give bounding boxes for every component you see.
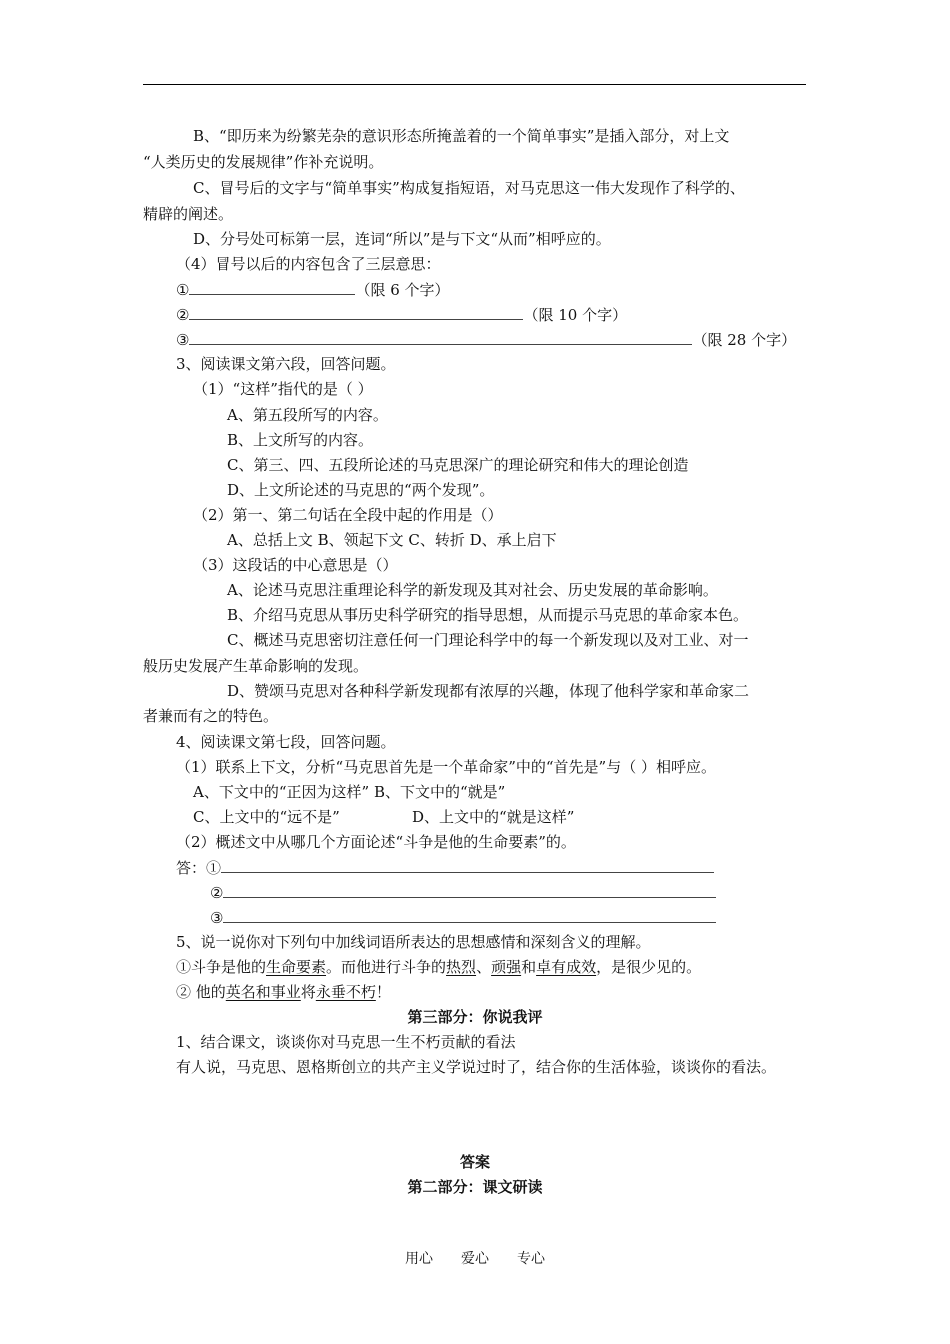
q3-sub1-option-c: C、第三、四、五段所论述的马克思深广的理论研究和伟大的理论创造 xyxy=(227,456,689,474)
q3-sub1: （1）“这样”指代的是（ ） xyxy=(193,380,373,398)
q4-sub1-option-c: C、上文中的“远不是” xyxy=(193,808,340,826)
q5-sentence-2 xyxy=(176,982,391,1002)
answer-blank[interactable] xyxy=(223,907,716,923)
part3-question-2: 有人说，马克思、恩格斯创立的共产主义学说过时了，结合你的生活体验，谈谈你的看法。 xyxy=(176,1058,777,1076)
q3-sub3-option-d-line1: D、赞颂马克思对各种科学新发现都有浓厚的兴趣，体现了他科学家和革命家二 xyxy=(227,682,750,700)
q3-sub3-option-c-line1: C、概述马克思密切注意任何一门理论科学中的每一个新发现以及对工业、对一 xyxy=(227,631,749,649)
q3-sub1-option-b: B、上文所写的内容。 xyxy=(227,431,374,449)
part3-question-1: 1、结合课文，谈谈你对马克思一生不朽贡献的看法 xyxy=(176,1033,516,1051)
q3-sub3-option-a: A、论述马克思注重理论科学的新发现及其对社会、历史发展的革命影响。 xyxy=(227,581,718,599)
q3-sub1-option-d: D、上文所论述的马克思的“两个发现”。 xyxy=(227,481,495,499)
underlined-term: 生命要素 xyxy=(266,958,327,976)
fill-row-2 xyxy=(176,304,627,325)
page-footer xyxy=(0,1249,950,1269)
answer-blank[interactable] xyxy=(223,882,716,898)
q4-sub1-options-ab: A、下文中的“正因为这样” B、下文中的“就是” xyxy=(193,783,506,801)
underlined-term: 顽强 xyxy=(491,958,522,976)
q2-option-c-line1: C、冒号后的文字与“简单事实”构成复指短语，对马克思这一伟大发现作了科学的、 xyxy=(193,179,745,197)
q3-sub2: （2）第一、第二句话在全段中起的作用是（） xyxy=(193,506,503,524)
q4-sub2: （2）概述文中从哪几个方面论述“斗争是他的生命要素”的。 xyxy=(176,833,576,851)
q2-option-b-line1: B、“即历来为纷繁芜杂的意识形态所掩盖着的一个简单事实”是插入部分，对上文 xyxy=(193,127,730,145)
q5-title: 5、说一说你对下列句中加线词语所表达的思想感情和深刻含义的理解。 xyxy=(176,933,651,951)
char-limit: （限 28 个字） xyxy=(692,331,797,349)
footer-word: 爱心 xyxy=(461,1251,489,1267)
circle-number: ① xyxy=(206,859,222,877)
answer-blank[interactable] xyxy=(221,857,714,873)
header-rule xyxy=(143,84,806,85)
answer-row-1 xyxy=(176,857,714,878)
text: 、 xyxy=(476,958,492,976)
q3-sub1-option-a: A、第五段所写的内容。 xyxy=(227,406,388,424)
circle-number: ③ xyxy=(210,909,224,927)
char-limit: （限 10 个字） xyxy=(523,306,628,324)
q3-sub3-option-d-line2: 者兼而有之的特色。 xyxy=(143,707,279,725)
q3-sub3-option-c-line2: 般历史发展产生革命影响的发现。 xyxy=(143,657,369,675)
q2-option-b-line2: “人类历史的发展规律”作补充说明。 xyxy=(143,153,384,171)
answer-label: 答： xyxy=(176,859,207,877)
footer-word: 专心 xyxy=(517,1251,545,1267)
q3-sub3-option-b: B、介绍马克思从事历史科学研究的指导思想，从而提示马克思的革命家本色。 xyxy=(227,606,749,624)
text: 和 xyxy=(521,958,537,976)
q4-sub1: （1）联系上下文，分析“马克思首先是一个革命家”中的“首先是”与（ ）相呼应。 xyxy=(176,758,716,776)
answer-blank[interactable] xyxy=(189,279,355,295)
text: ② 他的 xyxy=(176,983,226,1001)
text: 将 xyxy=(300,983,316,1001)
answers-subheading: 第二部分：课文研读 xyxy=(407,1178,543,1196)
q4-title: 4、阅读课文第七段，回答问题。 xyxy=(176,733,396,751)
q2-option-d: D、分号处可标第一层，连词“所以”是与下文“从而”相呼应的。 xyxy=(193,230,611,248)
q5-sentence-1 xyxy=(176,957,701,977)
text: ①斗争是他的 xyxy=(176,958,267,976)
circle-number: ① xyxy=(176,281,190,299)
answers-heading: 答案 xyxy=(459,1153,490,1171)
q4-sub1-option-d: D、上文中的“就是这样” xyxy=(412,808,575,826)
fill-row-3 xyxy=(176,329,796,350)
answer-row-3 xyxy=(210,907,716,928)
underlined-term: 热烈 xyxy=(446,958,477,976)
circle-number: ③ xyxy=(176,331,190,349)
underlined-term: 永垂不朽 xyxy=(315,983,376,1001)
circle-number: ② xyxy=(210,884,224,902)
q3-sub3: （3）这段话的中心意思是（） xyxy=(193,556,398,574)
answer-blank[interactable] xyxy=(189,304,523,320)
q3-sub2-options: A、总括上文 B、领起下文 C、转折 D、承上启下 xyxy=(227,531,557,549)
text: 。而他进行斗争的 xyxy=(326,958,447,976)
underlined-term: 卓有成效 xyxy=(536,958,597,976)
q2-sub4: （4）冒号以后的内容包含了三层意思： xyxy=(176,255,441,273)
text: ，是很少见的。 xyxy=(596,958,702,976)
char-limit: （限 6 个字） xyxy=(355,281,450,299)
circle-number: ② xyxy=(176,306,190,324)
underlined-term: 英名和事业 xyxy=(225,983,301,1001)
answer-blank[interactable] xyxy=(189,329,692,345)
footer-word: 用心 xyxy=(405,1251,433,1267)
text: ！ xyxy=(375,983,391,1001)
answer-row-2 xyxy=(210,882,716,903)
part3-heading: 第三部分：你说我评 xyxy=(407,1008,543,1026)
q3-title: 3、阅读课文第六段，回答问题。 xyxy=(176,355,396,373)
fill-row-1 xyxy=(176,279,450,300)
q2-option-c-line2: 精辟的阐述。 xyxy=(143,205,234,223)
